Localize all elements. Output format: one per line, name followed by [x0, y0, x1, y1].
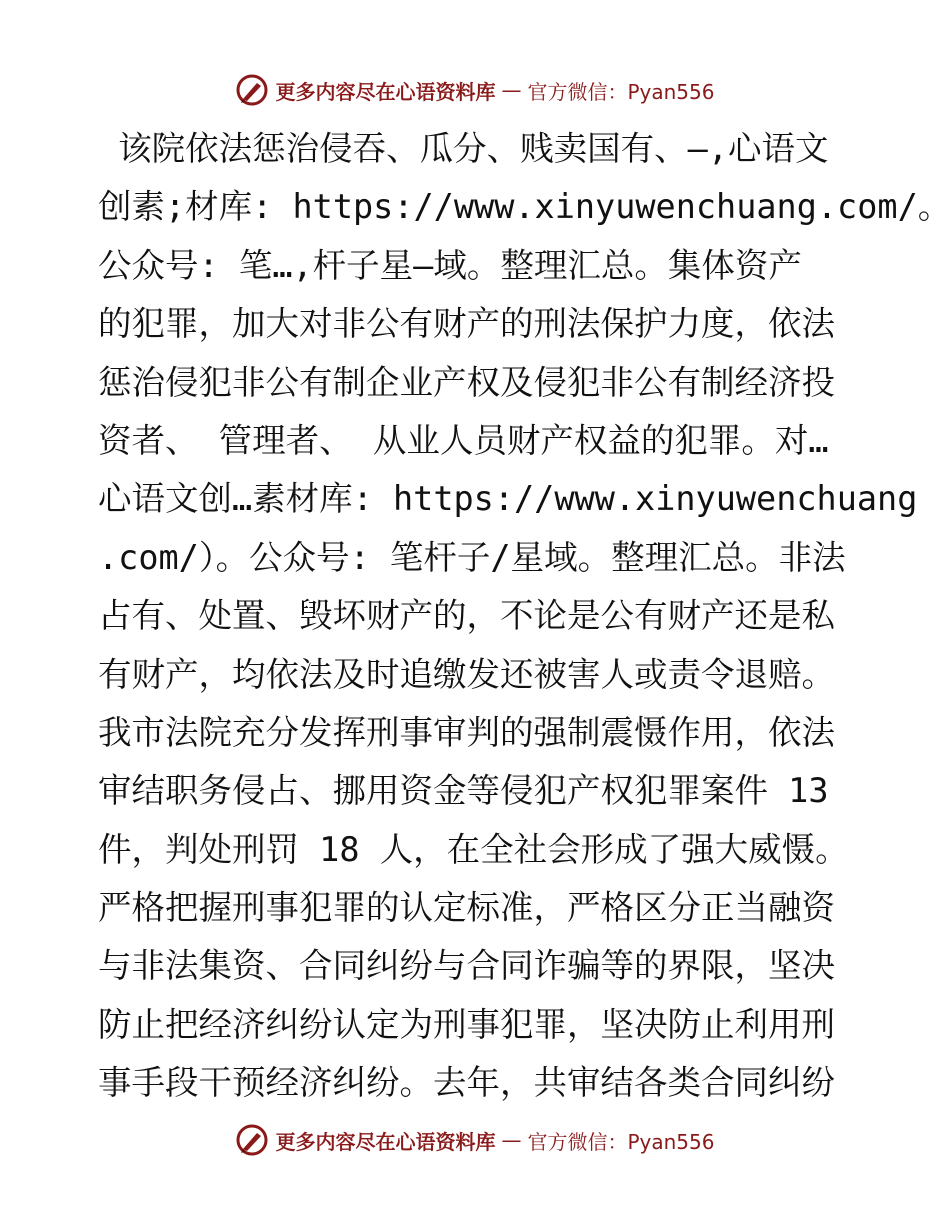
body-line: 有财产，均依法及时追缴发还被害人或责令退赔。: [98, 654, 835, 694]
body-line: 心语文创…素材库: https://www.xinyuwenchuang: [98, 479, 918, 519]
pen-circle-icon: [235, 73, 269, 107]
document-body: [98, 120, 951, 1113]
footer-banner-dash: —: [501, 1128, 522, 1152]
footer-banner: [0, 1120, 950, 1160]
body-line: 公众号: 笔…,杆子星—域。整理汇总。集体资产: [98, 245, 802, 285]
header-banner-wechat: 官方微信：Pyan556: [527, 79, 715, 104]
body-line: 占有、处置、毁坏财产的，不论是公有财产还是私: [98, 596, 835, 636]
body-line: 创素;材库: https://www.xinyuwenchuang.com/。: [98, 187, 951, 227]
footer-banner-wechat: 官方微信：Pyan556: [527, 1129, 715, 1154]
body-line: 该院依法惩治侵吞、瓜分、贱卖国有、—,心语文: [98, 129, 829, 168]
body-line: 事手段干预经济纠纷。去年，共审结各类合同纠纷: [98, 1063, 835, 1103]
body-line: 防止把经济纠纷认定为刑事犯罪，坚决防止利用刑: [98, 1004, 835, 1044]
body-line: 与非法集资、合同纠纷与合同诈骗等的界限，坚决: [98, 946, 835, 986]
body-line: 我市法院充分发挥刑事审判的强制震慑作用，依法: [98, 712, 835, 752]
body-line: 件，判处刑罚 18 人，在全社会形成了强大威慑。: [98, 829, 849, 869]
body-line: 审结职务侵占、挪用资金等侵犯产权犯罪案件 13: [98, 771, 829, 811]
body-line: 惩治侵犯非公有制企业产权及侵犯非公有制经济投: [98, 362, 835, 402]
pen-circle-icon: [235, 1123, 269, 1157]
body-line: 的犯罪，加大对非公有财产的刑法保护力度，依法: [98, 304, 835, 344]
body-line: 严格把握刑事犯罪的认定标准，严格区分正当融资: [98, 888, 835, 928]
header-banner-text: 更多内容尽在心语资料库: [275, 79, 496, 104]
header-banner: [0, 70, 950, 110]
header-banner-dash: —: [501, 78, 522, 102]
body-line: .com/）。公众号: 笔杆子/星域。整理汇总。非法: [98, 537, 846, 577]
body-line: 资者、 管理者、 从业人员财产权益的犯罪。对…: [98, 420, 829, 460]
footer-banner-text: 更多内容尽在心语资料库: [275, 1129, 496, 1154]
